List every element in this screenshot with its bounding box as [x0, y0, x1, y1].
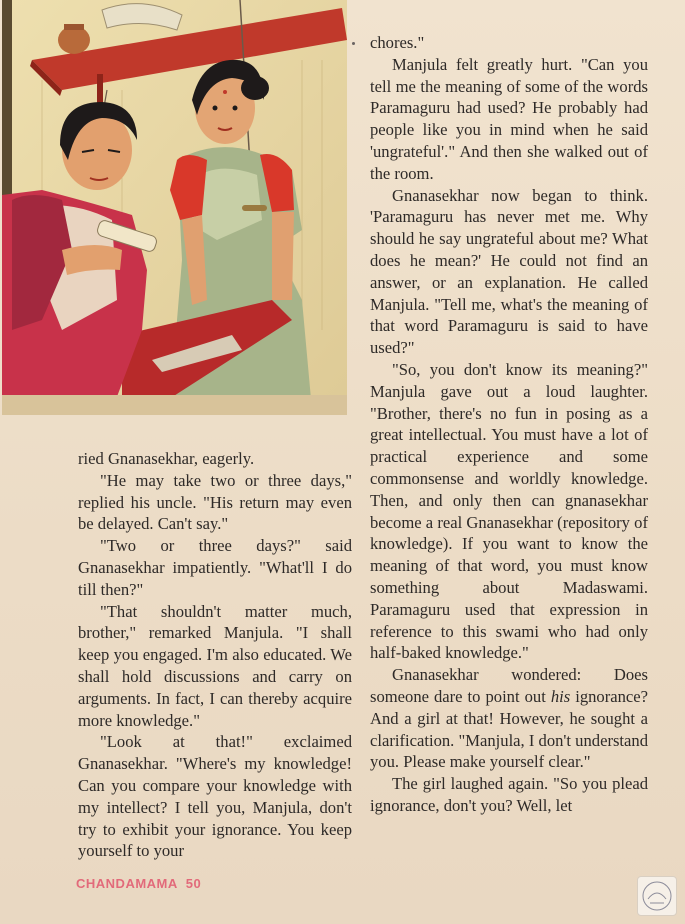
story-illustration: [2, 0, 347, 415]
right-text-column: [370, 32, 648, 817]
paragraph: Gnanasekhar now began to think. 'Paramaguru has never met me. Why should he say ungrateful about me? What does he mean?' He could not find an answer, or an explanation. He called Manjula. "Tell me, what's the meaning of that word Paramaguru is said to have used?": [370, 185, 648, 358]
paragraph: chores.": [370, 33, 425, 52]
paragraph: "So, you don't know its meaning?" Manjula gave out a loud laughter. "Brother, there's no fun in posing as a great intellectual. You must have a lot of practical experience and some commonsense and worldly knowledge. Then, and only then can gnanasekhar become a real Gnanasekhar (repository of knowledge). If you want to know the meaning of that word, you must know something about Madaswami. Paramaguru used that expression in reference to this swami who had only half-baked knowledge.": [370, 359, 648, 663]
paragraph: The girl laughed again. "So you plead ignorance, don't you? Well, let: [370, 774, 648, 815]
illustration-drawing: [2, 0, 347, 415]
paragraph: ried Gnanasekhar, eagerly.: [78, 449, 255, 468]
paragraph: Manjula felt greatly hurt. "Can you tell me the meaning of some of the words Paramaguru had used? He probably had people like you in mind when he said 'ungrateful'." And then she walked out of the room.: [370, 54, 648, 183]
paragraph: "That shouldn't matter much, brother," remarked Manjula. "I shall keep you engaged. I'm also educated. We shall hold discussions and carry on arguments. In fact, I can thereby acquire more knowledge.": [78, 601, 352, 730]
left-text-column: [78, 448, 352, 862]
paragraph: [370, 664, 648, 773]
paragraph-text: ignorance? And a girl at that! However, he sought a clarification. "Manjula, I don't understand you. Please make yourself clear.": [370, 686, 648, 772]
paragraph: "Two or three days?" said Gnanasekhar impatiently. "What'll I do till then?": [78, 536, 352, 599]
paragraph: "He may take two or three days," replied his uncle. "His return may even be delayed. Can't say.": [78, 470, 352, 534]
page-footer: [76, 876, 201, 891]
column-dot: [352, 42, 355, 45]
paragraph: "Look at that!" exclaimed Gnanasekhar. "Where's my knowledge! Can you compare your knowledge with my intellect? I tell you, Manjula, don't try to exhibit your ignorance. You keep yourself to your: [78, 732, 352, 861]
library-seal-icon: [637, 876, 677, 916]
magazine-name: CHANDAMAMA: [76, 876, 178, 891]
page-number: 50: [185, 876, 202, 891]
paragraph-text: Gnanasekhar wondered: Does someone dare to point out: [370, 665, 648, 706]
emphasis-text: his: [550, 686, 571, 706]
